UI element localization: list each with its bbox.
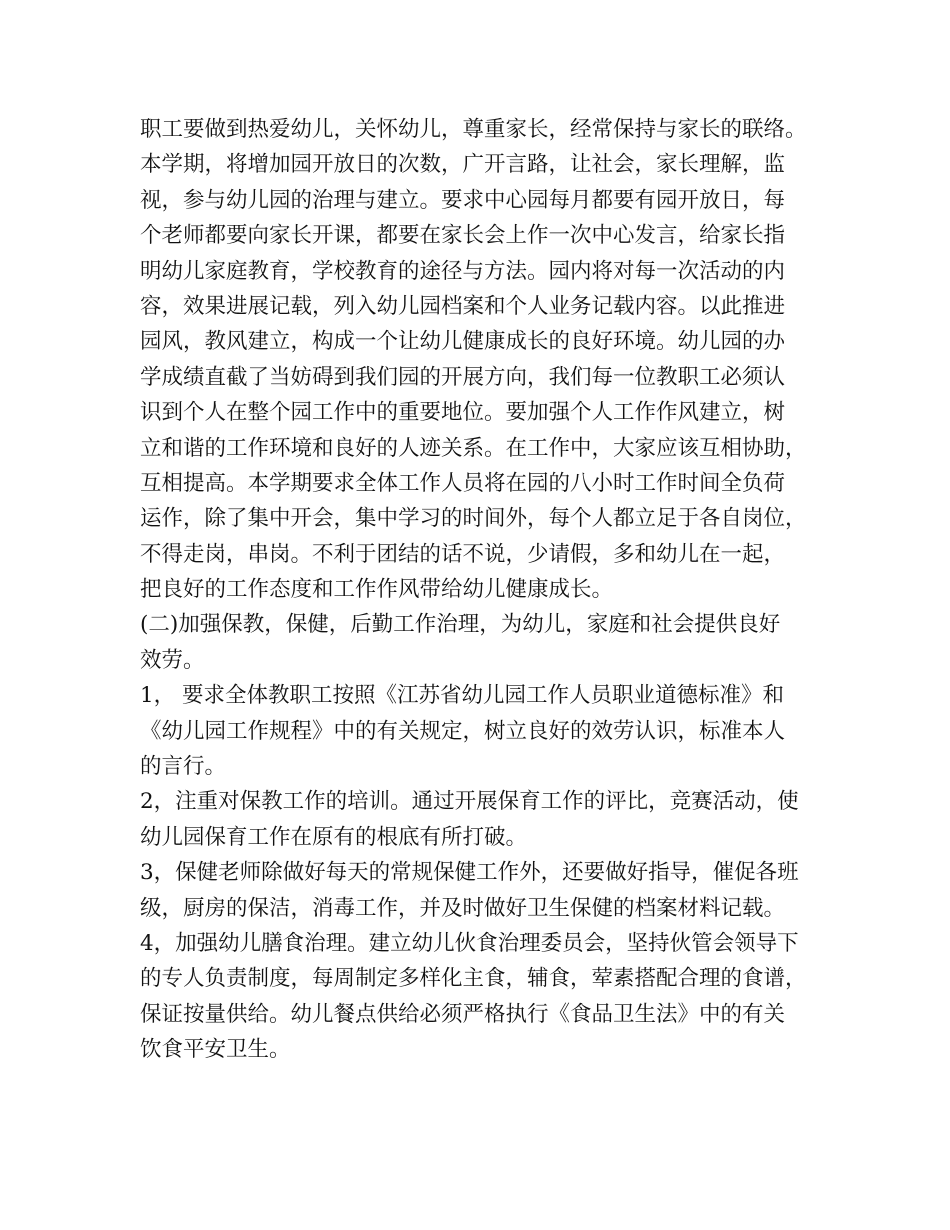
text-line: 不得走岗，串岗。不利于团结的话不说，少请假，多和幼儿在一起， — [140, 541, 786, 567]
list-item-4: 的专人负责制度，每周制定多样化主食，辅食，荤素搭配合理的食谱， — [140, 966, 807, 992]
text-line: 识到个人在整个园工作中的重要地位。要加强个人工作作风建立，树 — [140, 400, 786, 426]
list-item-3: 3，保健老师除做好每天的常规保健工作外，还要做好指导，催促各班 — [140, 860, 799, 886]
text-line: 园风，教风建立，构成一个让幼儿健康成长的良好环境。幼儿园的办 — [140, 329, 786, 355]
text-line: 运作，除了集中开会，集中学习的时间外，每个人都立足于各自岗位， — [140, 506, 807, 532]
text-line: 容，效果进展记载，列入幼儿园档案和个人业务记载内容。以此推进 — [140, 293, 786, 319]
text-line: 学成绩直截了当妨碍到我们园的开展方向，我们每一位教职工必须认 — [140, 364, 786, 390]
list-item-4: 保证按量供给。幼儿餐点供给必须严格执行《食品卫生法》中的有关 — [140, 1001, 786, 1027]
list-item-2: 幼儿园保育工作在原有的根底有所打破。 — [140, 824, 528, 850]
list-item-3: 级，厨房的保洁，消毒工作，并及时做好卫生保健的档案材料记载。 — [140, 895, 786, 921]
text-line: 把良好的工作态度和工作作风带给幼儿健康成长。 — [140, 577, 614, 603]
text-line: 个老师都要向家长开课，都要在家长会上作一次中心发言，给家长指 — [140, 223, 786, 249]
list-item-1: 《幼儿园工作规程》中的有关规定，树立良好的效劳认识，标准本人 — [140, 718, 786, 744]
list-item-4: 饮食平安卫生。 — [140, 1037, 291, 1063]
list-item-1: 1， 要求全体教职工按照《江苏省幼儿园工作人员职业道德标准》和 — [140, 683, 785, 709]
list-item-1: 的言行。 — [140, 754, 227, 780]
section-heading: 效劳。 — [140, 647, 205, 673]
text-line: 立和谐的工作环境和良好的人迹关系。在工作中，大家应该互相协助， — [140, 435, 807, 461]
text-line: 互相提高。本学期要求全体工作人员将在园的八小时工作时间全负荷 — [140, 470, 786, 496]
list-item-2: 2，注重对保教工作的培训。通过开展保育工作的评比，竞赛活动，使 — [140, 789, 799, 815]
text-line: 明幼儿家庭教育，学校教育的途径与方法。园内将对每一次活动的内 — [140, 258, 786, 284]
list-item-4: 4，加强幼儿膳食治理。建立幼儿伙食治理委员会，坚持伙管会领导下 — [140, 930, 799, 956]
text-line: 视，参与幼儿园的治理与建立。要求中心园每月都要有园开放日，每 — [140, 187, 786, 213]
section-heading: (二)加强保教，保健，后勤工作治理，为幼儿，家庭和社会提供良好 — [140, 612, 781, 638]
text-line: 职工要做到热爱幼儿，关怀幼儿，尊重家长，经常保持与家长的联络。 — [140, 117, 807, 142]
body-text — [140, 112, 840, 1068]
text-line: 本学期，将增加园开放日的次数，广开言路，让社会，家长理解，监 — [140, 152, 786, 178]
